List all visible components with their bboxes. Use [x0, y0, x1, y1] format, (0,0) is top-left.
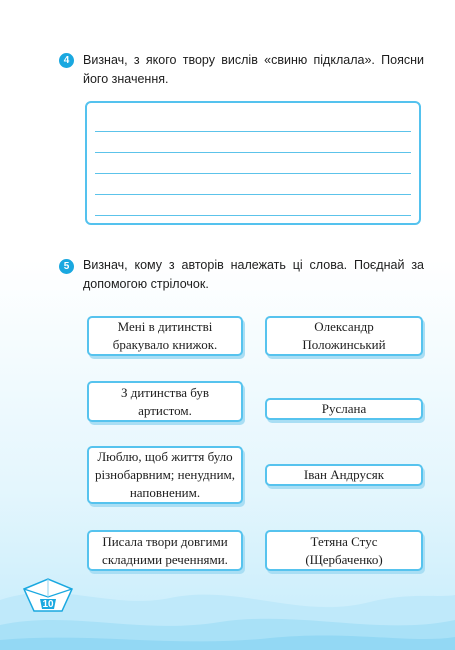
task-4: [59, 51, 424, 89]
task-4-text: Визнач, з якого твору вислів «свиню підклала». Поясни його значення.: [83, 53, 424, 86]
author-card[interactable]: [265, 316, 423, 356]
quote-text: Мені в дитинстві: [117, 319, 213, 334]
author-name: Олександр: [314, 319, 374, 334]
answer-line[interactable]: [95, 194, 411, 195]
quote-text: Люблю, щоб життя було: [97, 449, 233, 464]
quote-card[interactable]: [87, 381, 243, 422]
author-card[interactable]: [265, 530, 423, 571]
answer-box[interactable]: [85, 101, 421, 225]
author-card[interactable]: [265, 398, 423, 420]
quote-card[interactable]: [87, 530, 243, 571]
answer-line[interactable]: [95, 131, 411, 132]
task-5-text: Визнач, кому з авторів належать ці слова. Поєднай за допомогою стрілочок.: [83, 258, 424, 291]
page-number: 10: [42, 599, 54, 610]
answer-line[interactable]: [95, 215, 411, 216]
task-number-badge: 4: [59, 53, 74, 68]
author-name: (Щербаченко): [305, 551, 383, 567]
author-name: Тетяна Стус: [310, 533, 378, 549]
quote-text: бракувало книжок.: [112, 337, 218, 352]
author-name: Положинський: [302, 337, 386, 352]
quote-text: різнобарвним; ненудним,: [94, 467, 236, 482]
quote-text: складними реченнями.: [102, 551, 228, 567]
paper-boat-icon: [18, 575, 78, 620]
quote-card[interactable]: [87, 446, 243, 504]
quote-card[interactable]: [87, 316, 243, 356]
author-name: Руслана: [321, 401, 367, 416]
quote-text: артистом.: [138, 402, 192, 418]
quote-text: Писала твори довгими: [102, 533, 228, 549]
quote-text: З дитинства був: [120, 384, 210, 400]
answer-line[interactable]: [95, 173, 411, 174]
quote-text: наповненим.: [129, 485, 201, 500]
task-number-badge: 5: [59, 259, 74, 274]
answer-line[interactable]: [95, 152, 411, 153]
author-name: Іван Андрусяк: [303, 467, 385, 482]
author-card[interactable]: [265, 464, 423, 486]
task-5: [59, 256, 424, 294]
